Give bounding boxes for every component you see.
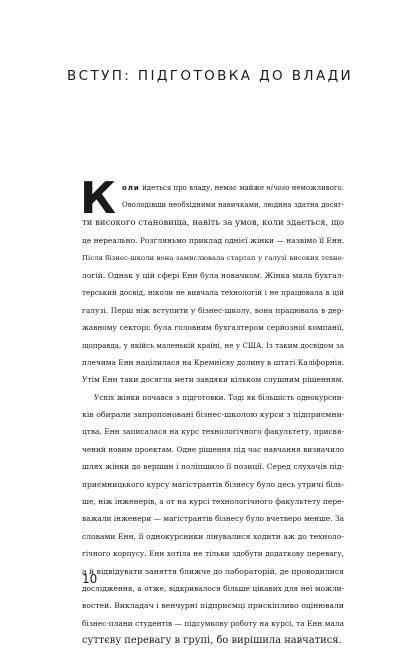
text-line: ків обирали запропоновані бізнес-школою курси з підприємни- (82, 410, 345, 420)
text-line: логій. Однак у цій сфері Енн була новачком. Жінка мала бухгал- (82, 270, 344, 280)
text-line: а й відвідувати заняття ближче до лабораторій, де проводилися (82, 566, 344, 576)
first-word: оли (122, 184, 140, 192)
text-line: Утім Енн таки досягла мети завдяки кільком слушним рішенням. (82, 375, 344, 385)
text-line: суттєву перевагу в групі, бо вирішила навчатися. (82, 635, 342, 647)
text-line: галузі. Перш ніж вступити у бізнес-школу, вона працювала в дер- (82, 305, 344, 315)
drop-cap: К (80, 173, 116, 224)
text-line: приємницького курсу магістрантів бізнесу було десь утричі біль- (82, 479, 345, 489)
text-line: Після бізнес-школи вона замислювала стартап у галузі високих техно- (82, 253, 344, 262)
text-line: чений новим проектам. Одне рішення під час навчання визначило (82, 444, 344, 454)
text-line: Оволодівши необхідними навичками, людина здатна досяг- (122, 201, 344, 210)
text-line: жавному секторі: була головним бухгалтером серйозної компанії, (82, 323, 344, 333)
text-line: плечима Енн націлилася на Кремнієву долину в штаті Каліфорнія. (82, 357, 345, 367)
text-line: це нереально. Розгляньмо приклад однієї жінки — назвімо її Енн. (82, 236, 345, 246)
text-line: ше, ніж інженерів, а от на курсі технологічного факультету пере- (82, 497, 345, 507)
text-line: терський досвід, ніколи не вивчала технологій і не працювала в цій (82, 288, 344, 298)
text-line: важали інженери — магістрантів бізнесу було вчетверо менше. За (82, 514, 344, 524)
text-line: бізнес-плани студентів — підсумкову роботу на курсі, та Енн мала (82, 618, 344, 628)
chapter-title: ВСТУП: ПІДГОТОВКА ДО ВЛАДИ (66, 68, 354, 84)
text-line: оли йдеться про владу, немає майже нічого неможливого. (122, 184, 345, 192)
text-line: ти високого становища, навіть за умов, коли здається, що (82, 217, 344, 228)
page-number: 10 (82, 572, 98, 586)
text-line: дослідження, а отже, відкривалося більше цікавих для неї можли- (82, 583, 344, 593)
text-line: словами Енн, її однокурсники лінувалися ходити аж до техноло- (82, 531, 344, 541)
text-line: цтва, Енн записалася на курс технологічного факультету, присвя- (82, 427, 344, 437)
text-line: востей. Викладач і венчурні підприємці прискіпливо оцінювали (82, 601, 344, 611)
text-line: гічного корпусу. Енн хотіла не тільки здобути додаткову перевагу, (82, 549, 344, 559)
text-line: шлях жінки до вершин і поліпшило її позиції. Серед слухачів під- (82, 462, 344, 472)
text-line: Успіх жінки почався з підготовки. Тоді як більшість однокурсни- (94, 392, 344, 402)
body-text (80, 173, 345, 650)
text-line: щоправда, у якійсь маленькій країні, не у США. Із таким досвідом за (82, 340, 344, 350)
emphasis: нічого (266, 184, 290, 192)
